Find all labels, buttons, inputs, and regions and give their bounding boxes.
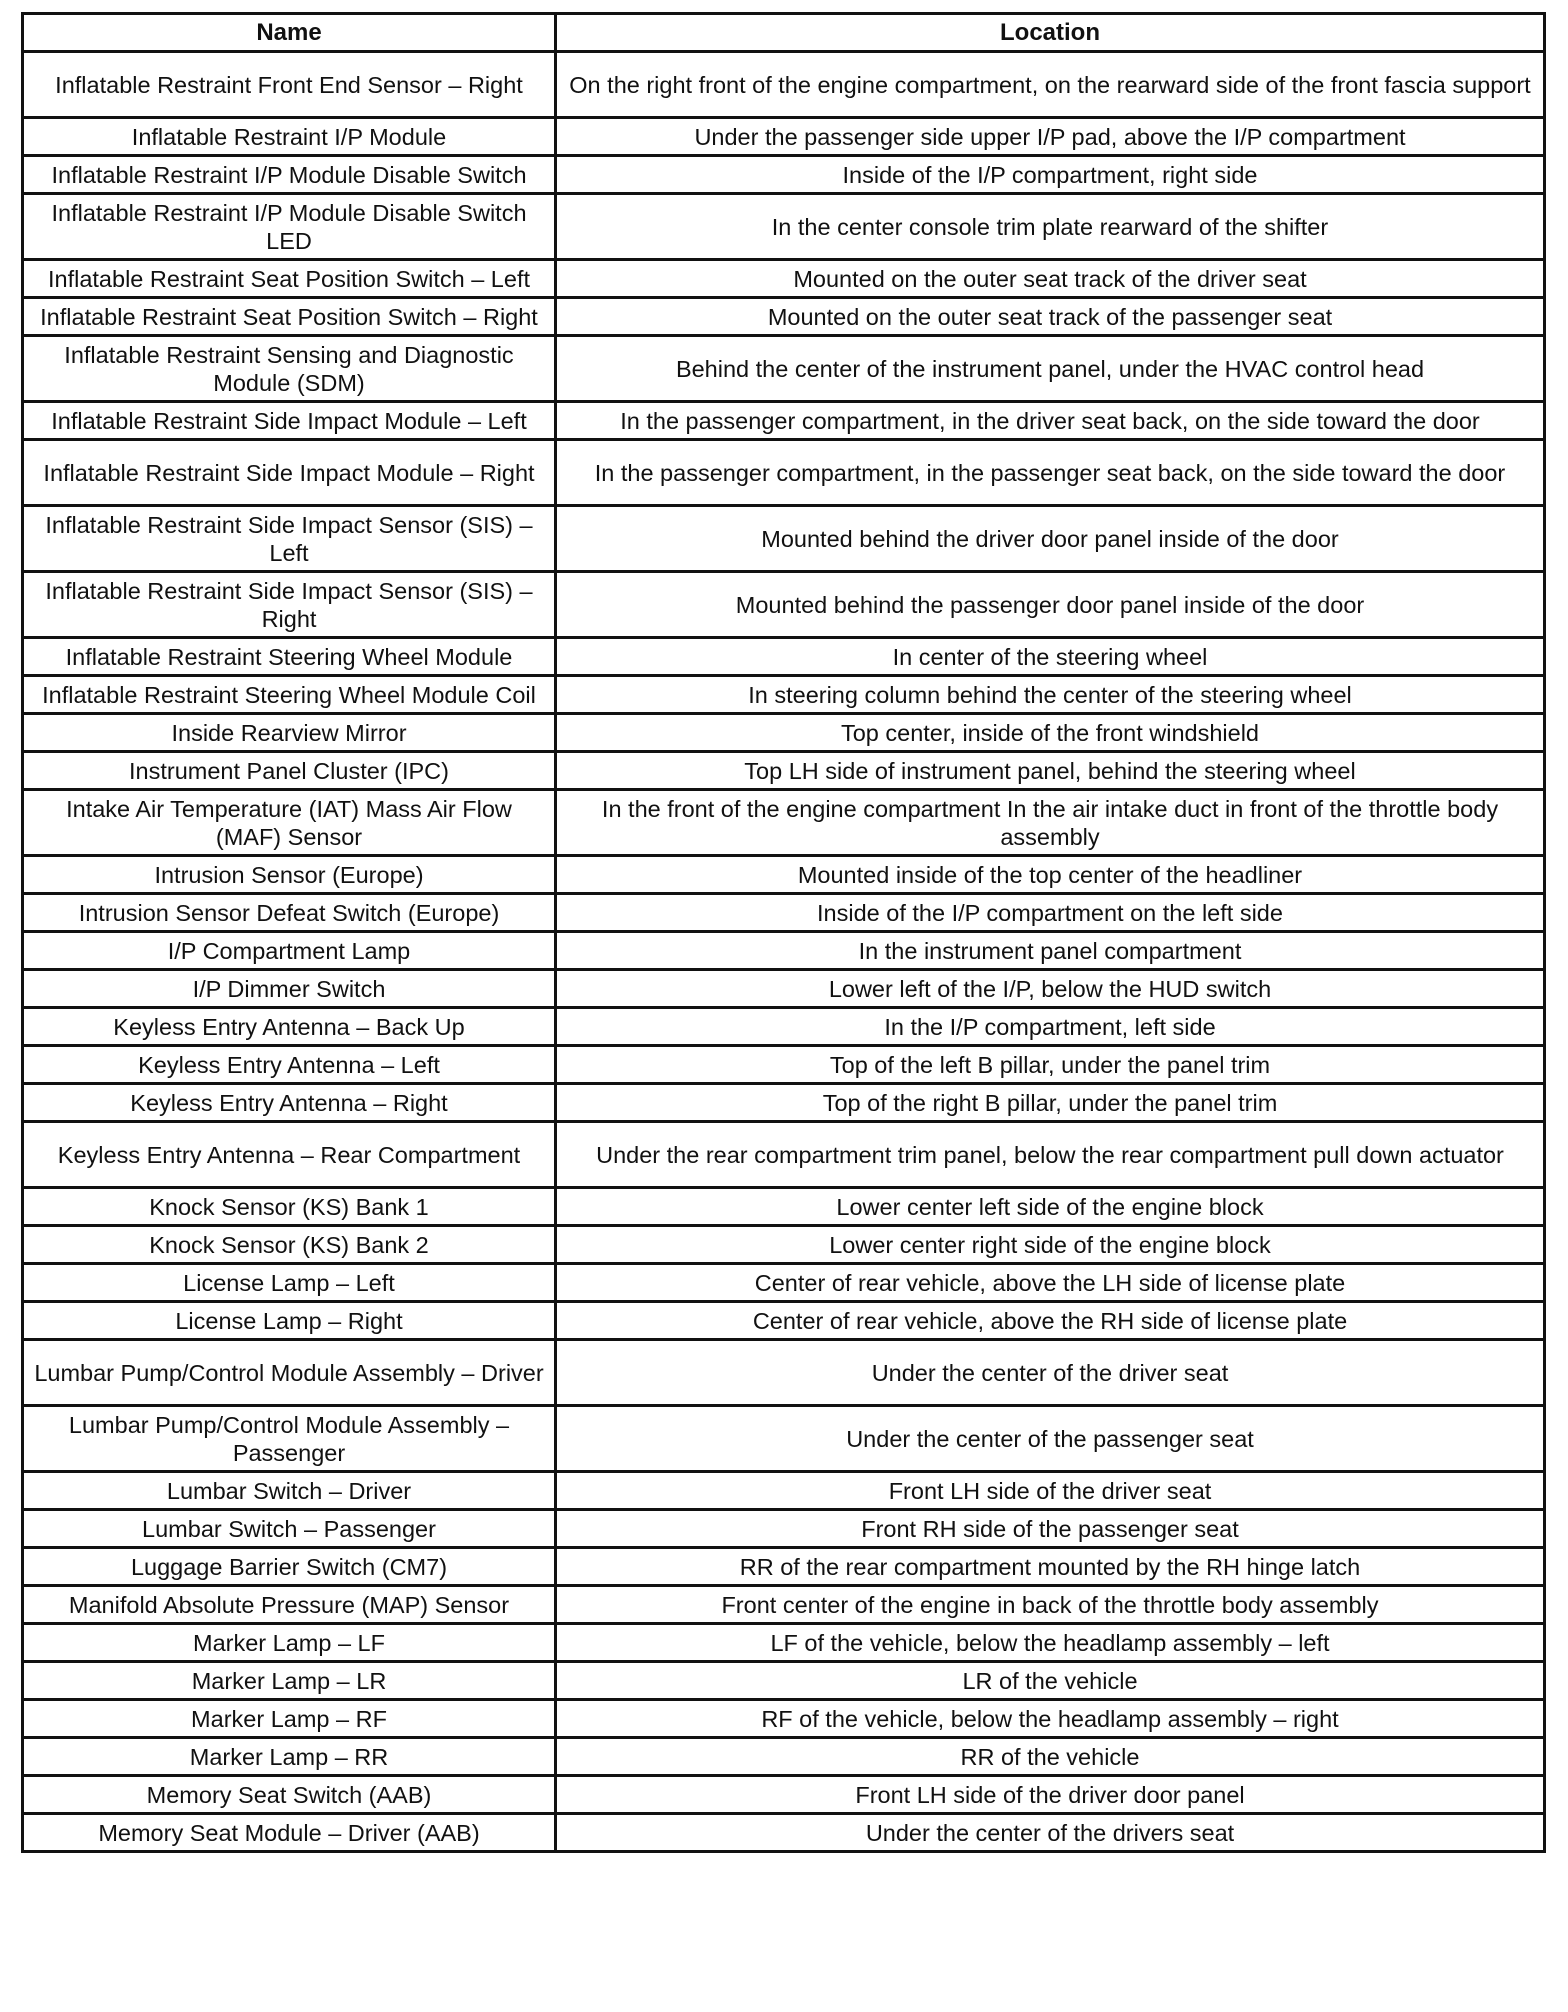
- table-row: [23, 440, 1545, 506]
- table-row: [23, 752, 1545, 790]
- cell-name: Keyless Entry Antenna – Back Up: [23, 1008, 556, 1046]
- table-row: [23, 572, 1545, 638]
- cell-location: Front center of the engine in back of the throttle body assembly: [556, 1586, 1545, 1624]
- table-row: [23, 1586, 1545, 1624]
- cell-location: Under the rear compartment trim panel, below the rear compartment pull down actuator: [556, 1122, 1545, 1188]
- cell-location: In the I/P compartment, left side: [556, 1008, 1545, 1046]
- header-location: Location: [556, 14, 1545, 52]
- cell-name: Inflatable Restraint Side Impact Sensor (SIS) – Right: [23, 572, 556, 638]
- table-row: [23, 1510, 1545, 1548]
- cell-location: Under the center of the drivers seat: [556, 1814, 1545, 1852]
- cell-location: Center of rear vehicle, above the RH side of license plate: [556, 1302, 1545, 1340]
- table-row: [23, 1188, 1545, 1226]
- cell-name: Luggage Barrier Switch (CM7): [23, 1548, 556, 1586]
- cell-name: Inflatable Restraint Side Impact Module – Right: [23, 440, 556, 506]
- cell-name: Keyless Entry Antenna – Left: [23, 1046, 556, 1084]
- cell-location: On the right front of the engine compartment, on the rearward side of the front fascia support: [556, 52, 1545, 118]
- table-row: [23, 194, 1545, 260]
- table-row: [23, 970, 1545, 1008]
- table-row: [23, 506, 1545, 572]
- table-row: [23, 1662, 1545, 1700]
- table-row: [23, 118, 1545, 156]
- cell-name: Marker Lamp – LR: [23, 1662, 556, 1700]
- cell-location: RR of the vehicle: [556, 1738, 1545, 1776]
- cell-name: Keyless Entry Antenna – Rear Compartment: [23, 1122, 556, 1188]
- cell-location: In steering column behind the center of the steering wheel: [556, 676, 1545, 714]
- cell-location: Mounted behind the driver door panel inside of the door: [556, 506, 1545, 572]
- cell-name: Inflatable Restraint Steering Wheel Module: [23, 638, 556, 676]
- cell-name: Inflatable Restraint Seat Position Switch – Left: [23, 260, 556, 298]
- cell-name: Memory Seat Switch (AAB): [23, 1776, 556, 1814]
- table-row: [23, 1226, 1545, 1264]
- cell-location: Mounted behind the passenger door panel inside of the door: [556, 572, 1545, 638]
- cell-name: Inside Rearview Mirror: [23, 714, 556, 752]
- cell-location: In center of the steering wheel: [556, 638, 1545, 676]
- cell-name: Inflatable Restraint Side Impact Sensor (SIS) – Left: [23, 506, 556, 572]
- table-row: [23, 1084, 1545, 1122]
- table-row: [23, 1738, 1545, 1776]
- cell-name: Marker Lamp – RF: [23, 1700, 556, 1738]
- cell-location: Under the center of the driver seat: [556, 1340, 1545, 1406]
- cell-name: Inflatable Restraint Side Impact Module – Left: [23, 402, 556, 440]
- cell-name: Lumbar Switch – Driver: [23, 1472, 556, 1510]
- cell-location: Under the passenger side upper I/P pad, above the I/P compartment: [556, 118, 1545, 156]
- cell-location: Inside of the I/P compartment, right side: [556, 156, 1545, 194]
- cell-location: Front RH side of the passenger seat: [556, 1510, 1545, 1548]
- table-row: [23, 402, 1545, 440]
- table-row: [23, 932, 1545, 970]
- table-row: [23, 260, 1545, 298]
- cell-location: Top of the left B pillar, under the panel trim: [556, 1046, 1545, 1084]
- cell-location: RR of the rear compartment mounted by the RH hinge latch: [556, 1548, 1545, 1586]
- cell-location: Lower center right side of the engine block: [556, 1226, 1545, 1264]
- table-row: [23, 1406, 1545, 1472]
- cell-location: Behind the center of the instrument panel, under the HVAC control head: [556, 336, 1545, 402]
- cell-location: In the front of the engine compartment In the air intake duct in front of the throttle body assembly: [556, 790, 1545, 856]
- cell-name: Inflatable Restraint I/P Module: [23, 118, 556, 156]
- cell-name: Lumbar Pump/Control Module Assembly – Passenger: [23, 1406, 556, 1472]
- cell-name: Knock Sensor (KS) Bank 1: [23, 1188, 556, 1226]
- cell-name: Intrusion Sensor Defeat Switch (Europe): [23, 894, 556, 932]
- cell-location: Top of the right B pillar, under the panel trim: [556, 1084, 1545, 1122]
- cell-name: Lumbar Pump/Control Module Assembly – Driver: [23, 1340, 556, 1406]
- cell-name: Manifold Absolute Pressure (MAP) Sensor: [23, 1586, 556, 1624]
- table-row: [23, 1700, 1545, 1738]
- cell-location: Mounted on the outer seat track of the passenger seat: [556, 298, 1545, 336]
- cell-name: Inflatable Restraint I/P Module Disable Switch: [23, 156, 556, 194]
- cell-location: LR of the vehicle: [556, 1662, 1545, 1700]
- cell-location: Under the center of the passenger seat: [556, 1406, 1545, 1472]
- cell-name: I/P Dimmer Switch: [23, 970, 556, 1008]
- cell-name: Inflatable Restraint Sensing and Diagnostic Module (SDM): [23, 336, 556, 402]
- cell-name: License Lamp – Left: [23, 1264, 556, 1302]
- table-row: [23, 52, 1545, 118]
- table-row: [23, 1340, 1545, 1406]
- table-row: [23, 1302, 1545, 1340]
- cell-name: Lumbar Switch – Passenger: [23, 1510, 556, 1548]
- table-row: [23, 1776, 1545, 1814]
- cell-name: Inflatable Restraint Front End Sensor – Right: [23, 52, 556, 118]
- cell-location: Mounted inside of the top center of the headliner: [556, 856, 1545, 894]
- table-row: [23, 638, 1545, 676]
- table-row: [23, 856, 1545, 894]
- cell-location: In the center console trim plate rearward of the shifter: [556, 194, 1545, 260]
- cell-name: I/P Compartment Lamp: [23, 932, 556, 970]
- cell-name: Marker Lamp – RR: [23, 1738, 556, 1776]
- cell-location: Center of rear vehicle, above the LH side of license plate: [556, 1264, 1545, 1302]
- cell-location: Lower left of the I/P, below the HUD switch: [556, 970, 1545, 1008]
- cell-location: Top LH side of instrument panel, behind the steering wheel: [556, 752, 1545, 790]
- table-row: [23, 1624, 1545, 1662]
- component-location-table: [21, 12, 1546, 1853]
- table-row: [23, 336, 1545, 402]
- table-row: [23, 156, 1545, 194]
- cell-location: In the instrument panel compartment: [556, 932, 1545, 970]
- cell-name: Inflatable Restraint Seat Position Switch – Right: [23, 298, 556, 336]
- table-row: [23, 1122, 1545, 1188]
- cell-name: License Lamp – Right: [23, 1302, 556, 1340]
- table-row: [23, 1264, 1545, 1302]
- cell-name: Knock Sensor (KS) Bank 2: [23, 1226, 556, 1264]
- cell-name: Inflatable Restraint Steering Wheel Module Coil: [23, 676, 556, 714]
- cell-location: LF of the vehicle, below the headlamp assembly – left: [556, 1624, 1545, 1662]
- table-row: [23, 1008, 1545, 1046]
- table-row: [23, 1046, 1545, 1084]
- cell-name: Inflatable Restraint I/P Module Disable Switch LED: [23, 194, 556, 260]
- cell-location: In the passenger compartment, in the driver seat back, on the side toward the door: [556, 402, 1545, 440]
- cell-name: Intrusion Sensor (Europe): [23, 856, 556, 894]
- cell-location: Front LH side of the driver door panel: [556, 1776, 1545, 1814]
- cell-location: Top center, inside of the front windshield: [556, 714, 1545, 752]
- header-name: Name: [23, 14, 556, 52]
- cell-location: Front LH side of the driver seat: [556, 1472, 1545, 1510]
- table-row: [23, 298, 1545, 336]
- table-header-row: [23, 14, 1545, 52]
- cell-name: Keyless Entry Antenna – Right: [23, 1084, 556, 1122]
- table-row: [23, 1814, 1545, 1852]
- cell-location: Mounted on the outer seat track of the driver seat: [556, 260, 1545, 298]
- cell-name: Instrument Panel Cluster (IPC): [23, 752, 556, 790]
- table-row: [23, 1472, 1545, 1510]
- cell-location: RF of the vehicle, below the headlamp assembly – right: [556, 1700, 1545, 1738]
- cell-location: Inside of the I/P compartment on the left side: [556, 894, 1545, 932]
- table-row: [23, 790, 1545, 856]
- cell-location: In the passenger compartment, in the passenger seat back, on the side toward the door: [556, 440, 1545, 506]
- cell-name: Memory Seat Module – Driver (AAB): [23, 1814, 556, 1852]
- cell-name: Marker Lamp – LF: [23, 1624, 556, 1662]
- table-row: [23, 676, 1545, 714]
- cell-location: Lower center left side of the engine block: [556, 1188, 1545, 1226]
- table-body: [23, 52, 1545, 1852]
- table-row: [23, 714, 1545, 752]
- cell-name: Intake Air Temperature (IAT) Mass Air Flow (MAF) Sensor: [23, 790, 556, 856]
- table-row: [23, 1548, 1545, 1586]
- table-row: [23, 894, 1545, 932]
